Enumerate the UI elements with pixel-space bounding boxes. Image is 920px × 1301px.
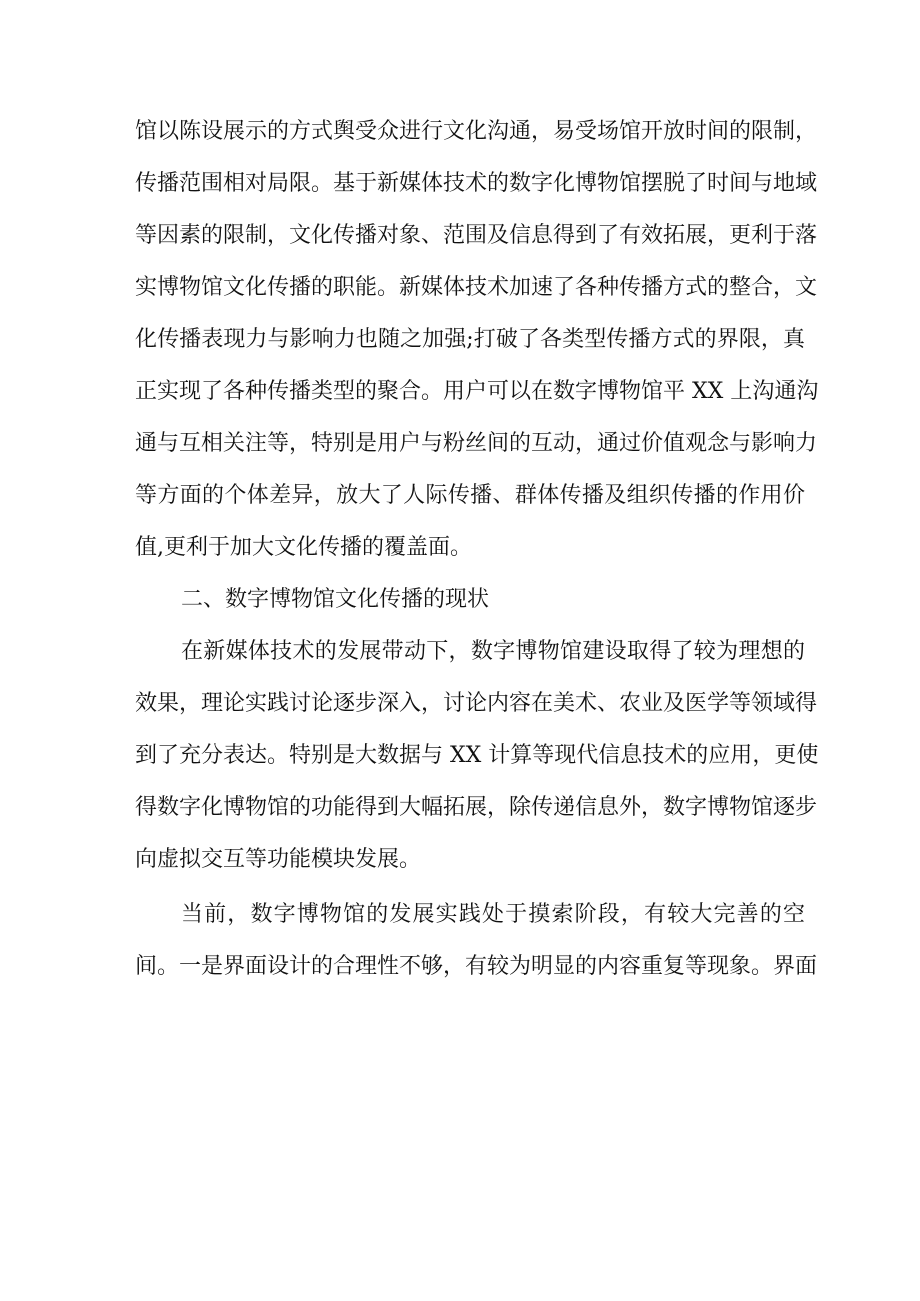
paragraph-line: 在新媒体技术的发展带动下，数字博物馆建设取得了较为理想的 — [181, 639, 805, 664]
paragraph-line: 间。一是界面设计的合理性不够，有较为明显的内容重复等现象。界面 — [135, 954, 818, 979]
paragraph-line: 得数字化博物馆的功能得到大幅拓展，除传递信息外，数字博物馆逐步 — [135, 795, 818, 820]
paragraph-line: 馆以陈设展示的方式舆受众进行文化沟通，易受场馆开放时间的限制， — [135, 119, 818, 144]
paragraph-line: 通与互相关注等，特别是用户与粉丝间的互动，通过价值观念与影响力 — [135, 431, 818, 456]
paragraph-line: 效果，理论实践讨论逐步深入，讨论内容在美术、农业及医学等领域得 — [135, 691, 818, 716]
paragraph-line: 传播范围相对局限。基于新媒体技术的数字化博物馆摆脱了时间与地域 — [135, 171, 818, 196]
paragraph-line: 化传播表现力与影响力也随之加强;打破了各类型传播方式的界限，真 — [135, 327, 805, 352]
section-heading: 二、数字博物馆文化传播的现状 — [181, 587, 490, 612]
paragraph-line: 到了充分表达。特别是大数据与 XX 计算等现代信息技术的应用，更使 — [135, 743, 819, 768]
paragraph-line: 值,更利于加大文化传播的覆盖面。 — [135, 535, 472, 560]
paragraph-line: 正实现了各种传播类型的聚合。用户可以在数字博物馆平 XX 上沟通沟 — [135, 379, 819, 404]
paragraph-line: 等方面的个体差异，放大了人际传播、群体传播及组织传播的作用价 — [135, 483, 805, 508]
paragraph-line: 等因素的限制，文化传播对象、范围及信息得到了有效拓展，更利于落 — [135, 223, 818, 248]
paragraph-line: 实博物馆文化传播的职能。新媒体技术加速了各种传播方式的整合，文 — [135, 275, 818, 300]
paragraph-line: 当前，数字博物馆的发展实践处于摸索阶段，有较大完善的空 — [181, 902, 805, 927]
paragraph-line: 向虚拟交互等功能模块发展。 — [135, 847, 422, 872]
document-body — [135, 118, 819, 981]
